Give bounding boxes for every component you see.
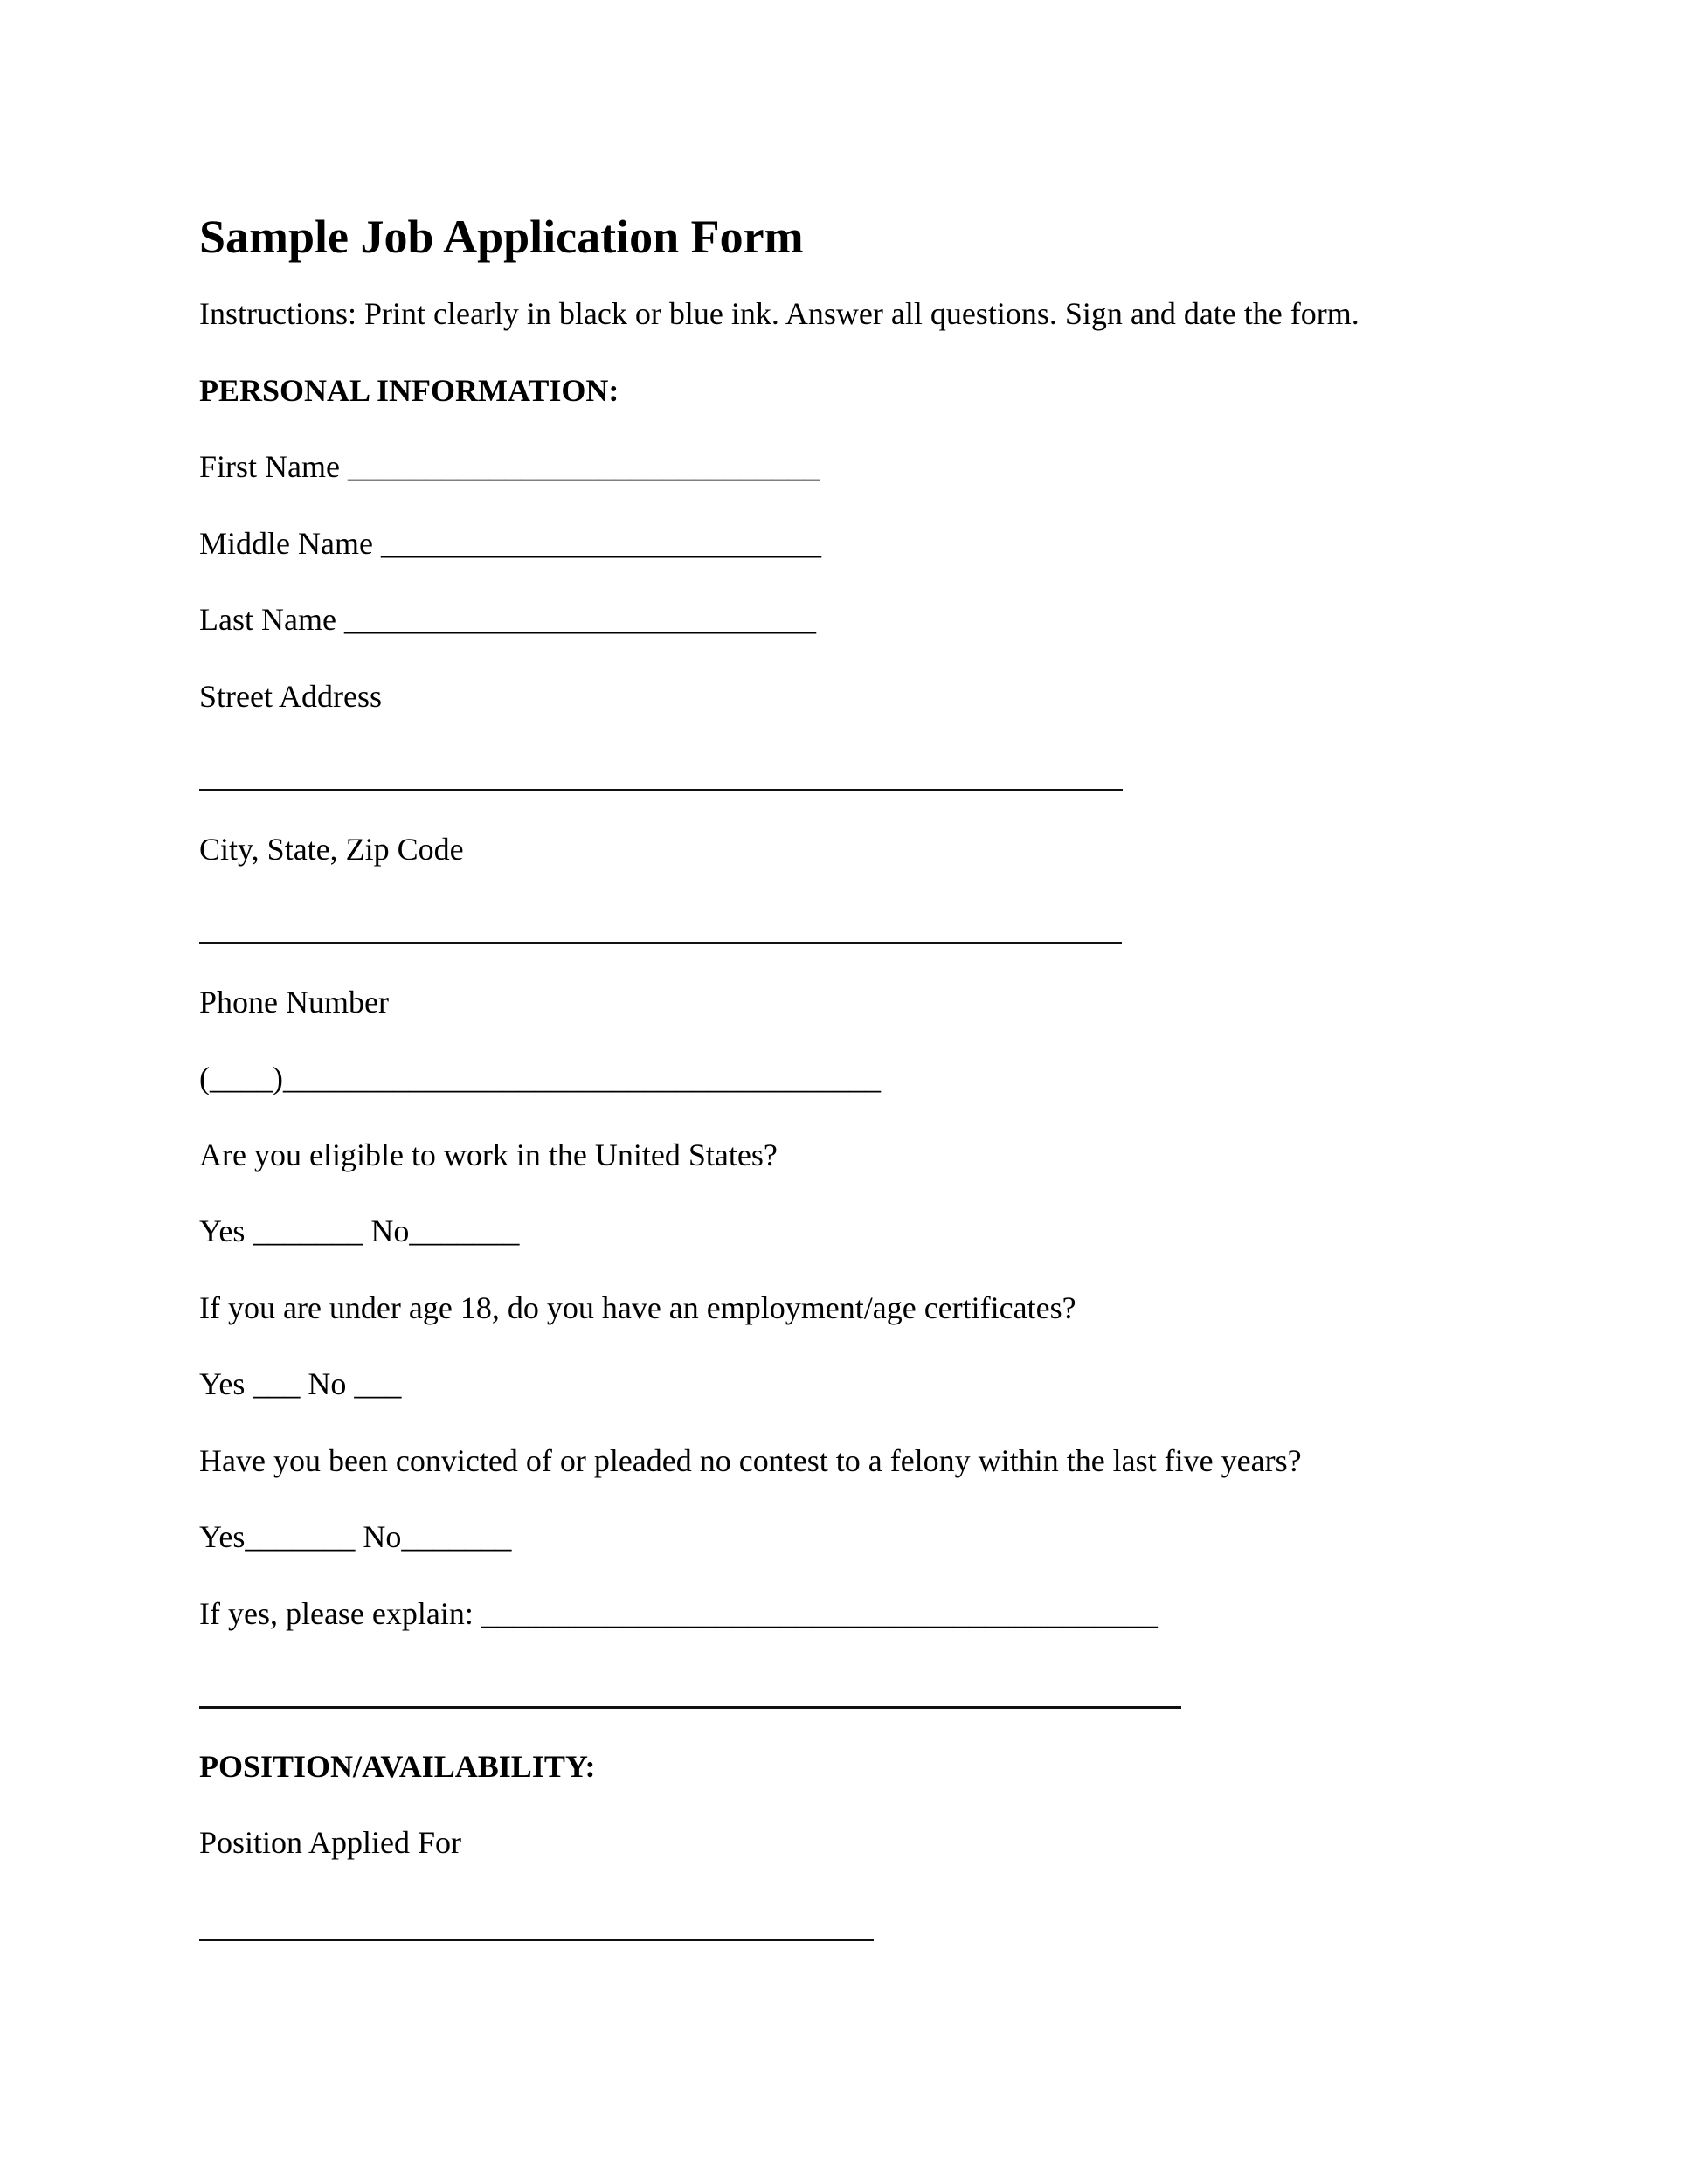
middle-name-field xyxy=(199,528,821,559)
last-name-field xyxy=(199,604,816,635)
street-address-blank-line xyxy=(199,789,1123,791)
first-name-blank-line: ______________________________ xyxy=(347,449,820,484)
eligible-to-work-question: Are you eligible to work in the United States? xyxy=(199,1137,778,1172)
felony-yes-no-blanks: Yes_______ No_______ xyxy=(199,1519,512,1554)
street-address-label: Street Address xyxy=(199,679,382,714)
felony-question: Have you been convicted of or pleaded no contest to a felony within the last five years? xyxy=(199,1443,1302,1478)
first-name-field xyxy=(199,451,820,482)
explain-field xyxy=(199,1598,1158,1629)
phone-number-label: Phone Number xyxy=(199,985,389,1019)
middle-name-blank-line: ____________________________ xyxy=(380,526,821,561)
position-availability-heading: POSITION/AVAILABILITY: xyxy=(199,1749,596,1784)
last-name-label: Last Name xyxy=(199,602,344,637)
city-state-zip-label: City, State, Zip Code xyxy=(199,832,464,867)
under-18-yes-no-blanks: Yes ___ No ___ xyxy=(199,1366,402,1401)
explain-second-blank-line xyxy=(199,1706,1181,1709)
explain-blank-line: ___________________________________________ xyxy=(481,1596,1158,1631)
instructions-text: Instructions: Print clearly in black or blue ink. Answer all questions. Sign and date the form. xyxy=(199,296,1359,331)
personal-information-heading: PERSONAL INFORMATION: xyxy=(199,373,619,408)
under-18-certificate-question: If you are under age 18, do you have an employment/age certificates? xyxy=(199,1290,1076,1325)
explain-label: If yes, please explain: xyxy=(199,1596,481,1631)
middle-name-label: Middle Name xyxy=(199,526,381,561)
last-name-blank-line: ______________________________ xyxy=(343,602,816,637)
eligible-yes-no-blanks: Yes _______ No_______ xyxy=(199,1213,520,1248)
city-state-zip-blank-line xyxy=(199,942,1122,944)
phone-number-blank-line: (____)______________________________________ xyxy=(199,1061,881,1095)
page-title: Sample Job Application Form xyxy=(199,211,804,263)
position-applied-for-label: Position Applied For xyxy=(199,1825,462,1860)
position-applied-for-blank-line xyxy=(199,1939,874,1941)
first-name-label: First Name xyxy=(199,449,348,484)
